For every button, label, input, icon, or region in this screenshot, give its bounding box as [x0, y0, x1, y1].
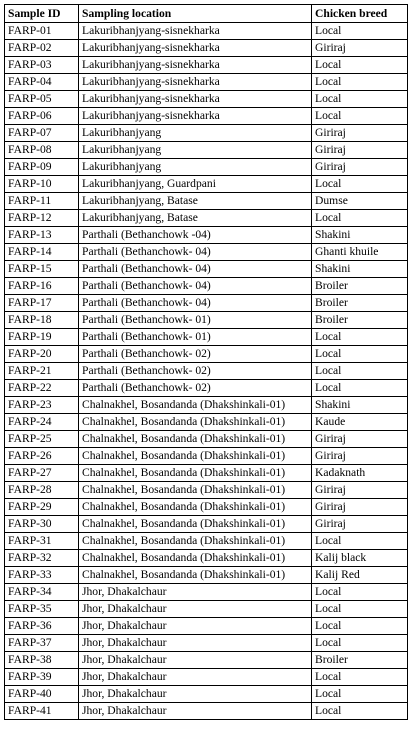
- cell-chicken-breed: Local: [312, 601, 408, 618]
- cell-chicken-breed: Shakini: [312, 227, 408, 244]
- cell-sample-id: FARP-10: [5, 176, 79, 193]
- cell-sampling-location: Jhor, Dhakalchaur: [79, 618, 312, 635]
- cell-chicken-breed: Broiler: [312, 278, 408, 295]
- table-row: [5, 703, 408, 720]
- table-row: [5, 142, 408, 159]
- cell-sample-id: FARP-33: [5, 567, 79, 584]
- cell-sampling-location: Jhor, Dhakalchaur: [79, 703, 312, 720]
- cell-sampling-location: Lakuribhanjyang-sisnekharka: [79, 74, 312, 91]
- cell-sampling-location: Chalnakhel, Bosandanda (Dhakshinkali-01): [79, 414, 312, 431]
- table-row: [5, 295, 408, 312]
- table-row: [5, 380, 408, 397]
- cell-sampling-location: Lakuribhanjyang-sisnekharka: [79, 91, 312, 108]
- cell-sampling-location: Jhor, Dhakalchaur: [79, 584, 312, 601]
- table-row: [5, 431, 408, 448]
- cell-chicken-breed: Local: [312, 57, 408, 74]
- cell-sampling-location: Chalnakhel, Bosandanda (Dhakshinkali-01): [79, 465, 312, 482]
- table-row: [5, 23, 408, 40]
- cell-sample-id: FARP-25: [5, 431, 79, 448]
- table-row: [5, 635, 408, 652]
- cell-sample-id: FARP-30: [5, 516, 79, 533]
- cell-sampling-location: Chalnakhel, Bosandanda (Dhakshinkali-01): [79, 499, 312, 516]
- cell-chicken-breed: Broiler: [312, 312, 408, 329]
- cell-chicken-breed: Giriraj: [312, 142, 408, 159]
- cell-sampling-location: Lakuribhanjyang: [79, 159, 312, 176]
- cell-sample-id: FARP-04: [5, 74, 79, 91]
- table-row: [5, 227, 408, 244]
- cell-sample-id: FARP-24: [5, 414, 79, 431]
- cell-chicken-breed: Broiler: [312, 652, 408, 669]
- cell-chicken-breed: Giriraj: [312, 499, 408, 516]
- cell-sample-id: FARP-16: [5, 278, 79, 295]
- cell-chicken-breed: Kalij Red: [312, 567, 408, 584]
- cell-sampling-location: Parthali (Bethanchowk- 02): [79, 363, 312, 380]
- table-row: [5, 669, 408, 686]
- cell-chicken-breed: Local: [312, 635, 408, 652]
- cell-sample-id: FARP-22: [5, 380, 79, 397]
- cell-sample-id: FARP-27: [5, 465, 79, 482]
- cell-sample-id: FARP-26: [5, 448, 79, 465]
- cell-sample-id: FARP-34: [5, 584, 79, 601]
- cell-sample-id: FARP-02: [5, 40, 79, 57]
- cell-sample-id: FARP-07: [5, 125, 79, 142]
- cell-chicken-breed: Local: [312, 91, 408, 108]
- cell-chicken-breed: Kaude: [312, 414, 408, 431]
- cell-sample-id: FARP-29: [5, 499, 79, 516]
- table-row: [5, 329, 408, 346]
- cell-chicken-breed: Giriraj: [312, 448, 408, 465]
- cell-sample-id: FARP-01: [5, 23, 79, 40]
- cell-sample-id: FARP-14: [5, 244, 79, 261]
- table-row: [5, 584, 408, 601]
- cell-sample-id: FARP-12: [5, 210, 79, 227]
- cell-chicken-breed: Kadaknath: [312, 465, 408, 482]
- cell-chicken-breed: Shakini: [312, 397, 408, 414]
- cell-sampling-location: Lakuribhanjyang, Guardpani: [79, 176, 312, 193]
- cell-chicken-breed: Giriraj: [312, 125, 408, 142]
- cell-sample-id: FARP-09: [5, 159, 79, 176]
- cell-sampling-location: Parthali (Bethanchowk- 01): [79, 312, 312, 329]
- cell-chicken-breed: Local: [312, 703, 408, 720]
- table-row: [5, 601, 408, 618]
- table-row: [5, 176, 408, 193]
- table-row: [5, 244, 408, 261]
- cell-sample-id: FARP-37: [5, 635, 79, 652]
- cell-sample-id: FARP-38: [5, 652, 79, 669]
- cell-sample-id: FARP-35: [5, 601, 79, 618]
- cell-chicken-breed: Local: [312, 23, 408, 40]
- cell-sample-id: FARP-11: [5, 193, 79, 210]
- cell-sampling-location: Lakuribhanjyang-sisnekharka: [79, 108, 312, 125]
- cell-sampling-location: Chalnakhel, Bosandanda (Dhakshinkali-01): [79, 533, 312, 550]
- table-row: [5, 652, 408, 669]
- table-row: [5, 278, 408, 295]
- table-row: [5, 108, 408, 125]
- cell-chicken-breed: Kalij black: [312, 550, 408, 567]
- cell-sample-id: FARP-13: [5, 227, 79, 244]
- table-row: [5, 363, 408, 380]
- cell-sample-id: FARP-41: [5, 703, 79, 720]
- cell-sample-id: FARP-03: [5, 57, 79, 74]
- cell-sampling-location: Lakuribhanjyang, Batase: [79, 210, 312, 227]
- sample-table: [4, 4, 408, 720]
- cell-sample-id: FARP-31: [5, 533, 79, 550]
- cell-chicken-breed: Local: [312, 686, 408, 703]
- table-row: [5, 159, 408, 176]
- cell-sampling-location: Lakuribhanjyang-sisnekharka: [79, 23, 312, 40]
- cell-sampling-location: Parthali (Bethanchowk- 04): [79, 278, 312, 295]
- cell-chicken-breed: Local: [312, 329, 408, 346]
- header-chicken-breed: Chicken breed: [312, 5, 408, 23]
- table-row: [5, 618, 408, 635]
- table-row: [5, 550, 408, 567]
- table-row: [5, 465, 408, 482]
- cell-sampling-location: Jhor, Dhakalchaur: [79, 652, 312, 669]
- cell-chicken-breed: Giriraj: [312, 159, 408, 176]
- cell-sampling-location: Parthali (Bethanchowk- 04): [79, 295, 312, 312]
- table-container: [4, 4, 408, 720]
- cell-sample-id: FARP-05: [5, 91, 79, 108]
- cell-chicken-breed: Local: [312, 74, 408, 91]
- cell-sampling-location: Parthali (Bethanchowk- 04): [79, 261, 312, 278]
- cell-chicken-breed: Local: [312, 380, 408, 397]
- cell-sampling-location: Parthali (Bethanchowk- 02): [79, 380, 312, 397]
- cell-sample-id: FARP-08: [5, 142, 79, 159]
- cell-chicken-breed: Local: [312, 584, 408, 601]
- cell-sampling-location: Chalnakhel, Bosandanda (Dhakshinkali-01): [79, 448, 312, 465]
- table-row: [5, 448, 408, 465]
- cell-sampling-location: Lakuribhanjyang: [79, 125, 312, 142]
- cell-sample-id: FARP-28: [5, 482, 79, 499]
- table-row: [5, 482, 408, 499]
- table-row: [5, 567, 408, 584]
- cell-chicken-breed: Giriraj: [312, 431, 408, 448]
- table-row: [5, 533, 408, 550]
- table-row: [5, 125, 408, 142]
- cell-sampling-location: Jhor, Dhakalchaur: [79, 669, 312, 686]
- cell-chicken-breed: Giriraj: [312, 40, 408, 57]
- cell-chicken-breed: Local: [312, 108, 408, 125]
- cell-sampling-location: Lakuribhanjyang: [79, 142, 312, 159]
- cell-chicken-breed: Local: [312, 618, 408, 635]
- cell-chicken-breed: Dumse: [312, 193, 408, 210]
- cell-chicken-breed: Giriraj: [312, 482, 408, 499]
- cell-sample-id: FARP-32: [5, 550, 79, 567]
- table-row: [5, 40, 408, 57]
- cell-sampling-location: Lakuribhanjyang, Batase: [79, 193, 312, 210]
- table-row: [5, 57, 408, 74]
- table-row: [5, 397, 408, 414]
- table-row: [5, 193, 408, 210]
- cell-sampling-location: Parthali (Bethanchowk- 02): [79, 346, 312, 363]
- cell-sampling-location: Chalnakhel, Bosandanda (Dhakshinkali-01): [79, 550, 312, 567]
- table-row: [5, 312, 408, 329]
- cell-chicken-breed: Local: [312, 210, 408, 227]
- cell-chicken-breed: Broiler: [312, 295, 408, 312]
- cell-sample-id: FARP-17: [5, 295, 79, 312]
- cell-sampling-location: Parthali (Bethanchowk- 01): [79, 329, 312, 346]
- cell-sampling-location: Jhor, Dhakalchaur: [79, 635, 312, 652]
- cell-sample-id: FARP-06: [5, 108, 79, 125]
- cell-chicken-breed: Local: [312, 669, 408, 686]
- table-row: [5, 499, 408, 516]
- header-sample-id: Sample ID: [5, 5, 79, 23]
- cell-sample-id: FARP-20: [5, 346, 79, 363]
- cell-sampling-location: Jhor, Dhakalchaur: [79, 601, 312, 618]
- table-row: [5, 414, 408, 431]
- cell-sample-id: FARP-15: [5, 261, 79, 278]
- table-row: [5, 91, 408, 108]
- cell-sample-id: FARP-36: [5, 618, 79, 635]
- cell-sample-id: FARP-19: [5, 329, 79, 346]
- cell-chicken-breed: Giriraj: [312, 516, 408, 533]
- cell-chicken-breed: Local: [312, 346, 408, 363]
- cell-sample-id: FARP-21: [5, 363, 79, 380]
- header-sampling-location: Sampling location: [79, 5, 312, 23]
- cell-sample-id: FARP-18: [5, 312, 79, 329]
- table-row: [5, 346, 408, 363]
- table-row: [5, 516, 408, 533]
- cell-chicken-breed: Local: [312, 363, 408, 380]
- cell-chicken-breed: Ghanti khuile: [312, 244, 408, 261]
- cell-sampling-location: Chalnakhel, Bosandanda (Dhakshinkali-01): [79, 567, 312, 584]
- table-row: [5, 74, 408, 91]
- cell-sampling-location: Chalnakhel, Bosandanda (Dhakshinkali-01): [79, 482, 312, 499]
- table-row: [5, 686, 408, 703]
- cell-sampling-location: Chalnakhel, Bosandanda (Dhakshinkali-01): [79, 397, 312, 414]
- cell-sample-id: FARP-39: [5, 669, 79, 686]
- table-header-row: [5, 5, 408, 23]
- cell-sampling-location: Jhor, Dhakalchaur: [79, 686, 312, 703]
- cell-chicken-breed: Shakini: [312, 261, 408, 278]
- cell-chicken-breed: Local: [312, 176, 408, 193]
- cell-sampling-location: Chalnakhel, Bosandanda (Dhakshinkali-01): [79, 431, 312, 448]
- cell-sampling-location: Parthali (Bethanchowk- 04): [79, 244, 312, 261]
- cell-sampling-location: Parthali (Bethanchowk -04): [79, 227, 312, 244]
- cell-chicken-breed: Local: [312, 533, 408, 550]
- table-row: [5, 261, 408, 278]
- cell-sample-id: FARP-23: [5, 397, 79, 414]
- cell-sampling-location: Lakuribhanjyang-sisnekharka: [79, 40, 312, 57]
- cell-sampling-location: Lakuribhanjyang-sisnekharka: [79, 57, 312, 74]
- table-body: [5, 23, 408, 720]
- table-row: [5, 210, 408, 227]
- cell-sampling-location: Chalnakhel, Bosandanda (Dhakshinkali-01): [79, 516, 312, 533]
- cell-sample-id: FARP-40: [5, 686, 79, 703]
